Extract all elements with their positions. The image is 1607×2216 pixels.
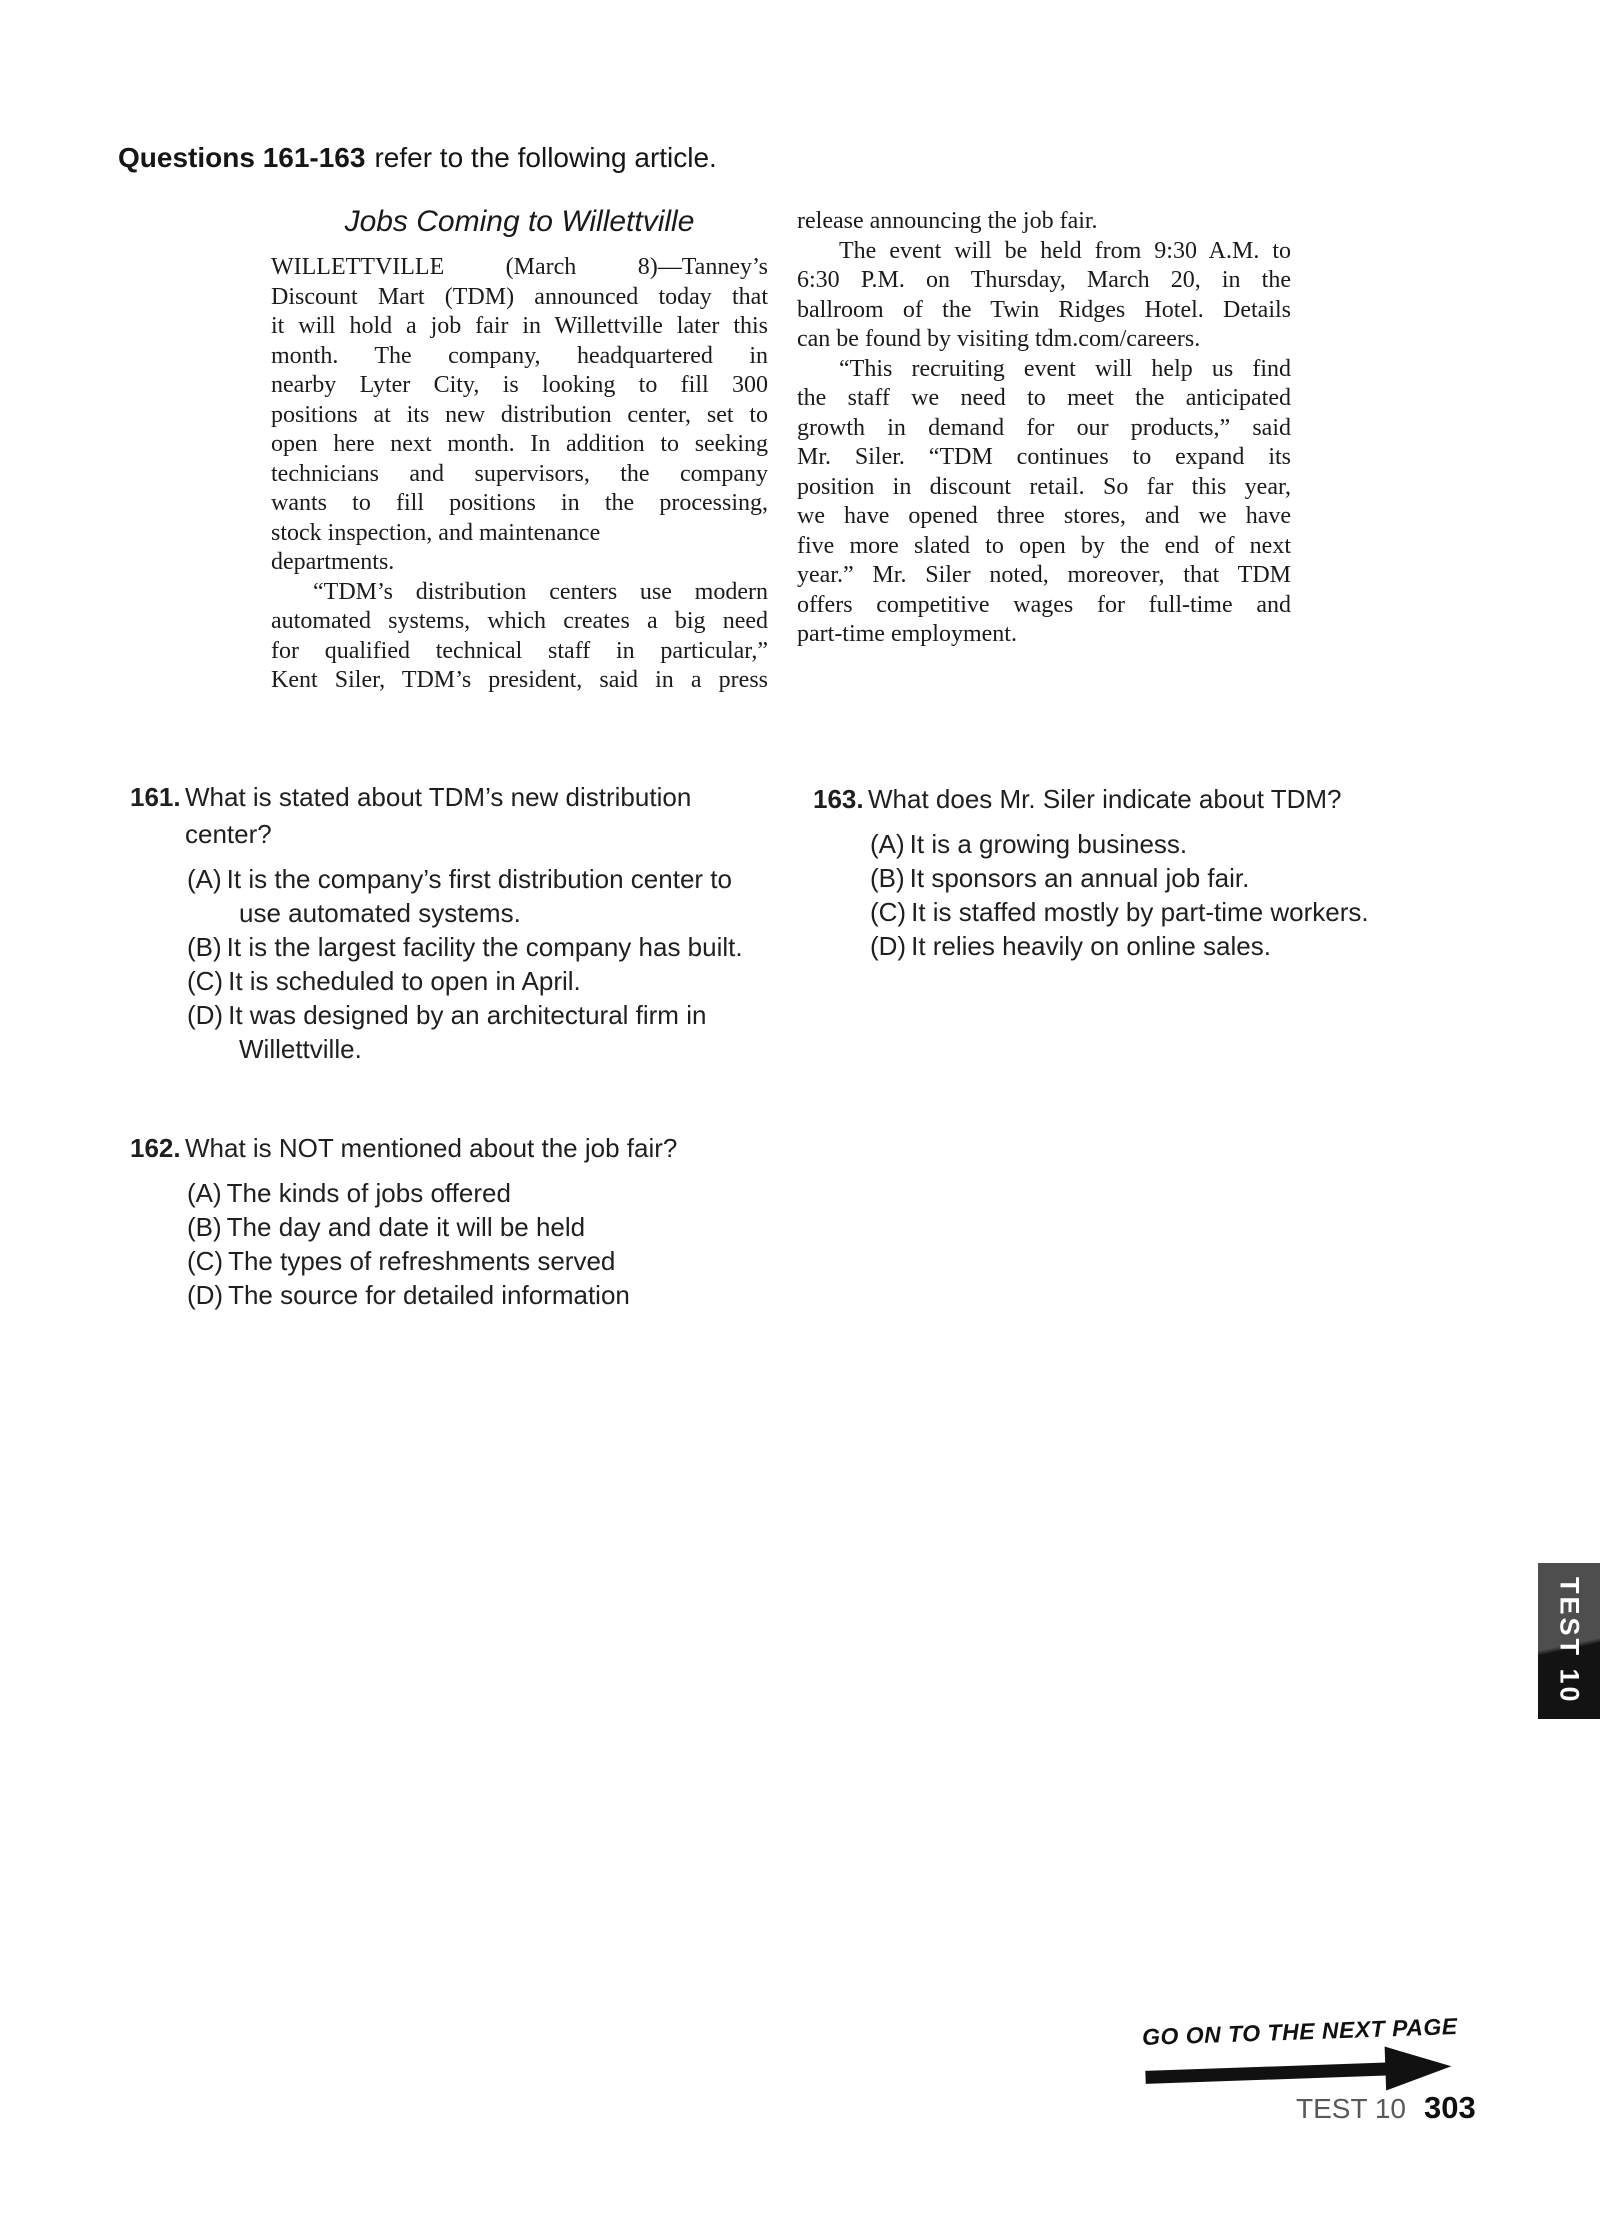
question-161 xyxy=(130,779,770,1066)
header-text: refer to the following article. xyxy=(374,142,717,173)
question-text: What is stated about TDM’s new distribution center? xyxy=(185,782,692,849)
option-text: The kinds of jobs offered xyxy=(226,1178,511,1208)
option-text: The types of refreshments served xyxy=(228,1246,616,1276)
option-c xyxy=(187,1244,752,1278)
article-line: offers competitive wages for full-time and xyxy=(797,591,1291,618)
article-line: the staff we need to meet the anticipated xyxy=(797,385,1291,411)
article-line: Kent Siler, TDM’s president, said in a press xyxy=(271,667,768,693)
option-label: (A) xyxy=(187,1178,222,1208)
article-line: WILLETTVILLE (March 8)—Tanney’s xyxy=(271,254,768,280)
option-label: (A) xyxy=(870,829,905,859)
article-line: position in discount retail. So far this year, xyxy=(797,473,1291,500)
question-163 xyxy=(813,781,1433,963)
article-line: “TDM’s distribution centers use modern xyxy=(313,578,768,605)
option-text: The day and date it will be held xyxy=(226,1212,586,1242)
article-line: ballroom of the Twin Ridges Hotel. Details xyxy=(797,296,1291,323)
option-text: It was designed by an architectural firm in Willettville. xyxy=(228,1000,707,1064)
article-line: “This recruiting event will help us find xyxy=(839,355,1291,382)
test-10-tab xyxy=(1538,1563,1600,1719)
option-b xyxy=(187,1210,752,1244)
option-label: (C) xyxy=(870,897,907,927)
article-line: automated systems, which creates a big need xyxy=(271,608,768,634)
article-line: Mr. Siler. “TDM continues to expand its xyxy=(797,444,1291,470)
article-line: part-time employment. xyxy=(797,621,1017,647)
option-d xyxy=(870,929,1390,963)
option-c xyxy=(187,964,752,998)
article-line: month. The company, headquartered in xyxy=(271,342,768,369)
article-title: Jobs Coming to Willettville xyxy=(344,205,695,238)
option-c xyxy=(870,895,1390,929)
article-column-right xyxy=(797,207,1291,650)
article-line: wants to fill positions in the processing, xyxy=(271,490,768,516)
article-line: The event will be held from 9:30 A.M. to xyxy=(839,237,1291,264)
article-line: nearby Lyter City, is looking to fill 300 xyxy=(271,372,768,398)
footer-test-label: TEST 10 xyxy=(1296,2093,1406,2124)
article-line: technicians and supervisors, the company xyxy=(271,460,768,487)
option-label: (A) xyxy=(187,864,222,894)
option-text: The source for detailed information xyxy=(228,1280,630,1310)
option-label: (C) xyxy=(187,966,224,996)
option-d xyxy=(187,1278,752,1312)
option-d xyxy=(187,998,752,1066)
option-b xyxy=(187,930,752,964)
option-a xyxy=(187,862,752,930)
questions-range-label: Questions 161-163 xyxy=(118,142,366,173)
footer-page-number: 303 xyxy=(1423,2090,1476,2125)
option-a xyxy=(870,827,1390,861)
go-on-instruction xyxy=(1142,2013,1464,2100)
option-a xyxy=(187,1176,752,1210)
question-162 xyxy=(130,1130,770,1312)
question-text: What is NOT mentioned about the job fair? xyxy=(185,1133,678,1163)
option-text: It is the largest facility the company has built. xyxy=(226,932,743,962)
question-number: 161. xyxy=(130,782,181,812)
article-line: for qualified technical staff in particular,” xyxy=(271,637,768,664)
options-list xyxy=(187,1176,752,1312)
question-text: What does Mr. Siler indicate about TDM? xyxy=(868,784,1342,814)
article-line: we have opened three stores, and we have xyxy=(797,503,1291,529)
option-text: It relies heavily on online sales. xyxy=(911,931,1271,961)
option-label: (D) xyxy=(870,931,907,961)
question-number: 162. xyxy=(130,1133,181,1163)
test-tab-label: TEST 10 xyxy=(1554,1577,1585,1705)
option-text: It is the company’s first distribution center to use automated systems. xyxy=(226,864,732,928)
article-line: Discount Mart (TDM) announced today that xyxy=(271,283,768,310)
article-line: open here next month. In addition to seeking xyxy=(271,431,768,457)
option-text: It is staffed mostly by part-time workers. xyxy=(911,897,1369,927)
option-b xyxy=(870,861,1390,895)
article-line: year.” Mr. Siler noted, moreover, that TDM xyxy=(797,562,1291,588)
questions-range-header xyxy=(118,141,717,175)
article-line: five more slated to open by the end of next xyxy=(797,532,1291,559)
options-list xyxy=(870,827,1390,963)
article-line: growth in demand for our products,” said xyxy=(797,414,1291,441)
options-list xyxy=(187,862,752,1066)
option-text: It is a growing business. xyxy=(909,829,1188,859)
article-line: 6:30 P.M. on Thursday, March 20, in the xyxy=(797,267,1291,293)
option-label: (D) xyxy=(187,1280,224,1310)
article-line: positions at its new distribution center, set to xyxy=(271,401,768,428)
article-line: stock inspection, and maintenance xyxy=(271,519,601,546)
option-label: (D) xyxy=(187,1000,224,1030)
question-number: 163. xyxy=(813,784,864,814)
article-line: it will hold a job fair in Willettville later this xyxy=(271,313,768,339)
option-text: It sponsors an annual job fair. xyxy=(909,863,1250,893)
option-label: (B) xyxy=(187,1212,222,1242)
page-footer xyxy=(1296,2090,1476,2126)
article-line: departments. xyxy=(271,549,395,575)
article-line: can be found by visiting tdm.com/careers. xyxy=(797,326,1201,352)
option-label: (C) xyxy=(187,1246,224,1276)
option-text: It is scheduled to open in April. xyxy=(228,966,581,996)
go-on-text: GO ON TO THE NEXT PAGE xyxy=(1141,2013,1458,2051)
article-line: release announcing the job fair. xyxy=(797,208,1098,234)
option-label: (B) xyxy=(187,932,222,962)
article-column-left xyxy=(271,204,768,696)
option-label: (B) xyxy=(870,863,905,893)
